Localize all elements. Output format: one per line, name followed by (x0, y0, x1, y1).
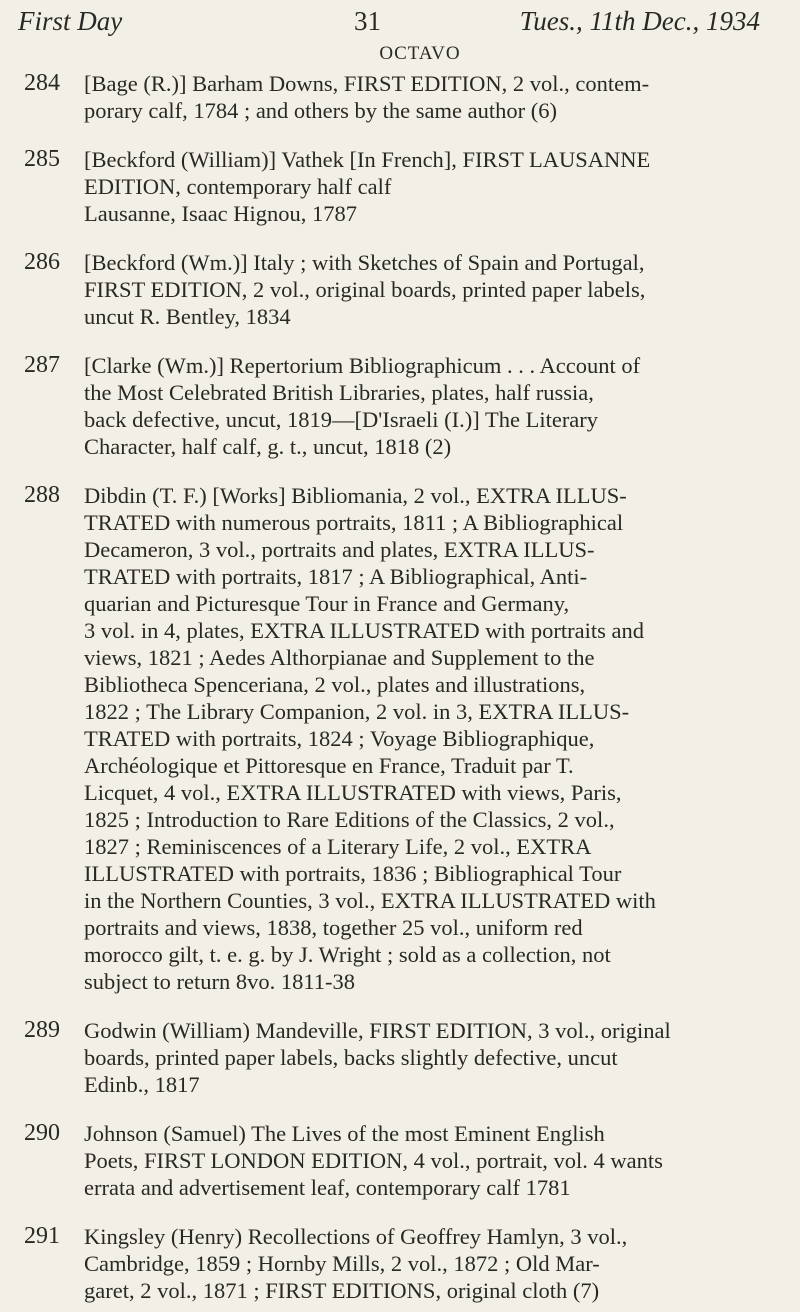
lot-description (84, 352, 786, 460)
lot-description-line: in the Northern Counties, 3 vol., EXTRA ILLUSTRATED with (84, 888, 656, 913)
lot-description-line: back defective, uncut, 1819—[D'Israeli (I.)] The Literary (84, 407, 599, 432)
lot-description-line: Edinb., 1817 (84, 1072, 200, 1097)
lot-description-line: 1825 ; Introduction to Rare Editions of the Classics, 2 vol., (84, 807, 615, 832)
lot-description (84, 70, 786, 124)
lot-description-line: Johnson (Samuel) The Lives of the most Eminent English (84, 1121, 605, 1146)
lot-description-line: uncut R. Bentley, 1834 (84, 304, 291, 329)
lot-description-line: the Most Celebrated British Libraries, plates, half russia, (84, 380, 594, 405)
lot-description (84, 1223, 786, 1304)
lot-number: 288 (24, 482, 60, 508)
lot-description-line: Poets, FIRST LONDON EDITION, 4 vol., portrait, vol. 4 wants (84, 1148, 663, 1173)
lot-description-line: Cambridge, 1859 ; Hornby Mills, 2 vol., 1872 ; Old Mar- (84, 1251, 600, 1276)
lot-list (14, 70, 786, 1304)
lot-description-line: EDITION, contemporary half calf (84, 174, 392, 199)
running-head (14, 4, 786, 38)
lot-entry (14, 352, 786, 460)
lot-description (84, 482, 786, 995)
lot-number: 289 (24, 1017, 60, 1043)
lot-entry (14, 1120, 786, 1201)
lot-description-line: garet, 2 vol., 1871 ; FIRST EDITIONS, original cloth (7) (84, 1278, 600, 1303)
lot-description-line: ILLUSTRATED with portraits, 1836 ; Bibliographical Tour (84, 861, 622, 886)
lot-number: 291 (24, 1223, 60, 1249)
lot-description-line: Bibliotheca Spenceriana, 2 vol., plates and illustrations, (84, 672, 586, 697)
page-number: 31 (354, 6, 381, 36)
lot-description-line: Godwin (William) Mandeville, FIRST EDITION, 3 vol., original (84, 1018, 671, 1043)
lot-description-line: portraits and views, 1838, together 25 vol., uniform red (84, 915, 583, 940)
lot-description-line: Kingsley (Henry) Recollections of Geoffrey Hamlyn, 3 vol., (84, 1224, 628, 1249)
running-head-left: First Day (18, 6, 123, 36)
lot-description-line: 1827 ; Reminiscences of a Literary Life, 2 vol., EXTRA (84, 834, 592, 859)
lot-description-line: 1822 ; The Library Companion, 2 vol. in 3, EXTRA ILLUS- (84, 699, 630, 724)
lot-description-line: porary calf, 1784 ; and others by the same author (6) (84, 98, 557, 123)
lot-entry (14, 249, 786, 330)
lot-description-line: TRATED with portraits, 1817 ; A Bibliographical, Anti- (84, 564, 588, 589)
lot-description-line: quarian and Picturesque Tour in France and Germany, (84, 591, 570, 616)
lot-number: 287 (24, 352, 60, 378)
lot-number: 286 (24, 249, 60, 275)
lot-entry (14, 1223, 786, 1304)
running-head-right: Tues., 11th Dec., 1934 (519, 6, 760, 36)
lot-description-line: [Beckford (Wm.)] Italy ; with Sketches of Spain and Portugal, (84, 250, 645, 275)
section-title: OCTAVO (379, 43, 461, 64)
lot-description (84, 1017, 786, 1098)
lot-description-line: errata and advertisement leaf, contemporary calf 1781 (84, 1175, 571, 1200)
lot-description-line: [Beckford (William)] Vathek [In French], FIRST LAUSANNE (84, 147, 651, 172)
lot-description-line: FIRST EDITION, 2 vol., original boards, printed paper labels, (84, 277, 646, 302)
lot-description-line: [Clarke (Wm.)] Repertorium Bibliographicum . . . Account of (84, 353, 641, 378)
lot-entry (14, 146, 786, 227)
lot-description-line: Character, half calf, g. t., uncut, 1818 (2) (84, 434, 452, 459)
lot-description-line: subject to return 8vo. 1811-38 (84, 969, 355, 994)
lot-entry (14, 70, 786, 124)
lot-number: 285 (24, 146, 60, 172)
lot-description-line: TRATED with numerous portraits, 1811 ; A Bibliographical (84, 510, 624, 535)
lot-description-line: boards, printed paper labels, backs slightly defective, uncut (84, 1045, 618, 1070)
lot-number: 290 (24, 1120, 60, 1146)
lot-description-line: Lausanne, Isaac Hignou, 1787 (84, 201, 358, 226)
lot-description (84, 1120, 786, 1201)
lot-description (84, 249, 786, 330)
lot-entry (14, 482, 786, 995)
lot-description-line: Licquet, 4 vol., EXTRA ILLUSTRATED with views, Paris, (84, 780, 622, 805)
lot-description-line: Archéologique et Pittoresque en France, Traduit par T. (84, 753, 574, 778)
lot-description-line: views, 1821 ; Aedes Althorpianae and Supplement to the (84, 645, 595, 670)
lot-description-line: 3 vol. in 4, plates, EXTRA ILLUSTRATED with portraits and (84, 618, 644, 643)
lot-description-line: Decameron, 3 vol., portraits and plates, EXTRA ILLUS- (84, 537, 595, 562)
lot-description (84, 146, 786, 227)
lot-number: 284 (24, 70, 60, 96)
lot-entry (14, 1017, 786, 1098)
lot-description-line: TRATED with portraits, 1824 ; Voyage Bibliographique, (84, 726, 595, 751)
lot-description-line: morocco gilt, t. e. g. by J. Wright ; sold as a collection, not (84, 942, 611, 967)
lot-description-line: Dibdin (T. F.) [Works] Bibliomania, 2 vol., EXTRA ILLUS- (84, 483, 627, 508)
lot-description-line: [Bage (R.)] Barham Downs, FIRST EDITION, 2 vol., contem- (84, 71, 650, 96)
